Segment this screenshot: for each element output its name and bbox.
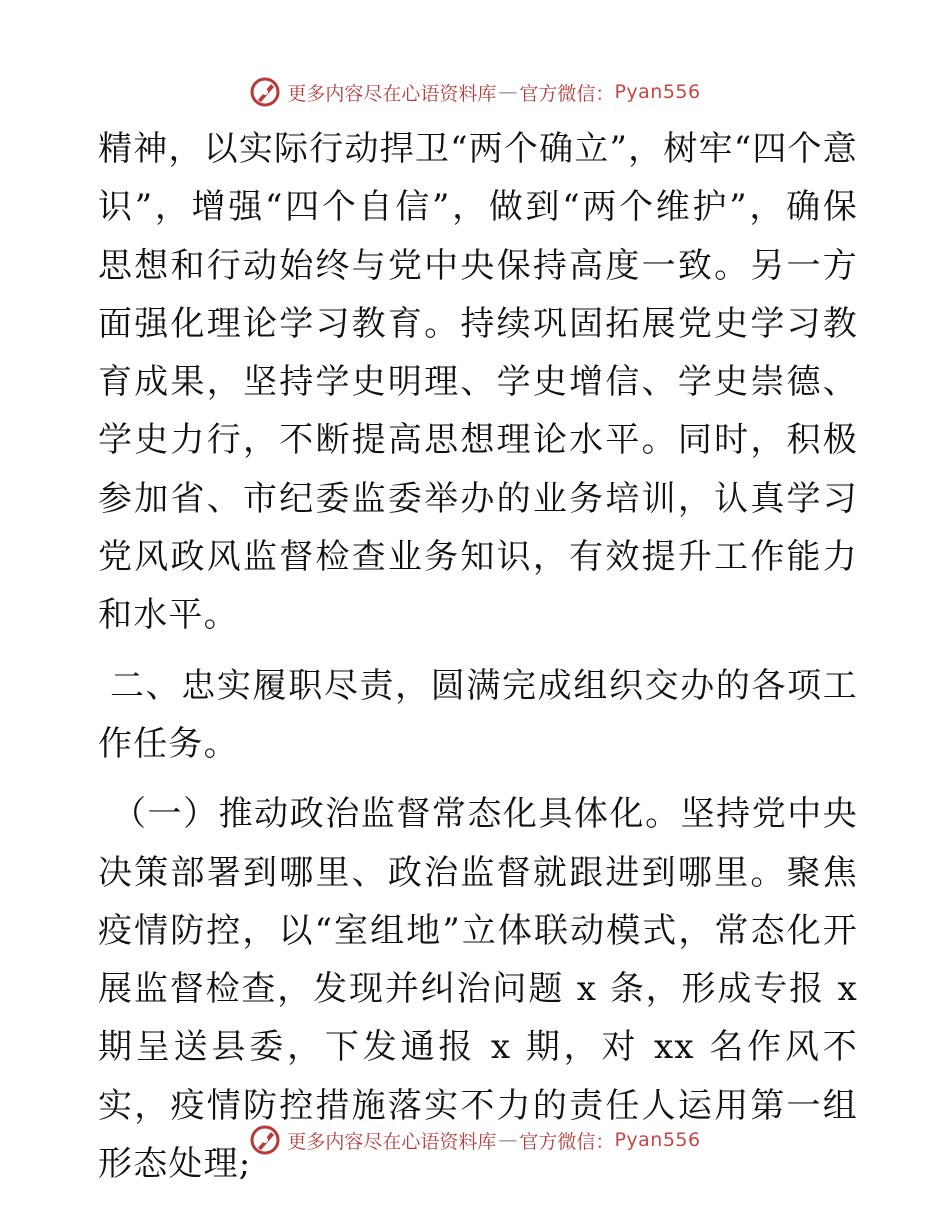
section-heading: 二、忠实履职尽责，圆满完成组织交办的各项工作任务。 bbox=[98, 665, 858, 764]
subsection-paragraph: （一）推动政治监督常态化具体化。坚持党中央决策部署到哪里、政治监督就跟进到哪里。聚焦疫情防控，以“室组地”立体联动模式，常态化开展监督检查，发现并纠治问题 x 条，形成专报 x 期呈送县委，下发通报 x 期，对 xx 名作风不实，疫情防控措施落实不力的责任人运用第一组形态处理; bbox=[98, 794, 858, 1185]
footer-watermark bbox=[0, 1120, 950, 1160]
watermark-text: 更多内容尽在心语资料库 bbox=[287, 82, 497, 105]
paragraph-continuation: 精神，以实际行动捍卫“两个确立”，树牢“四个意识”，增强“四个自信”，做到“两个维护”，确保思想和行动始终与党中央保持高度一致。另一方面强化理论学习教育。持续巩固拓展党史学习教育成果，坚持学史明理、学史增信、学史崇德、学史力行，不断提高思想理论水平。同时，积极参加省、市纪委监委举办的业务培训，认真学习党风政风监督检查业务知识，有效提升工作能力和水平。 bbox=[98, 129, 858, 636]
watermark-text: 更多内容尽在心语资料库 bbox=[287, 1130, 497, 1153]
header-watermark bbox=[0, 72, 950, 112]
watermark-account: Pyan556 bbox=[614, 1129, 701, 1151]
document-body bbox=[98, 120, 858, 1193]
quill-seal-icon bbox=[249, 1124, 281, 1156]
watermark-separator: — bbox=[498, 81, 518, 103]
quill-seal-icon bbox=[249, 76, 281, 108]
watermark-account: Pyan556 bbox=[614, 81, 701, 103]
watermark-contact: 官方微信： bbox=[519, 82, 615, 105]
watermark-contact: 官方微信： bbox=[519, 1130, 615, 1153]
watermark-separator: — bbox=[498, 1129, 518, 1151]
